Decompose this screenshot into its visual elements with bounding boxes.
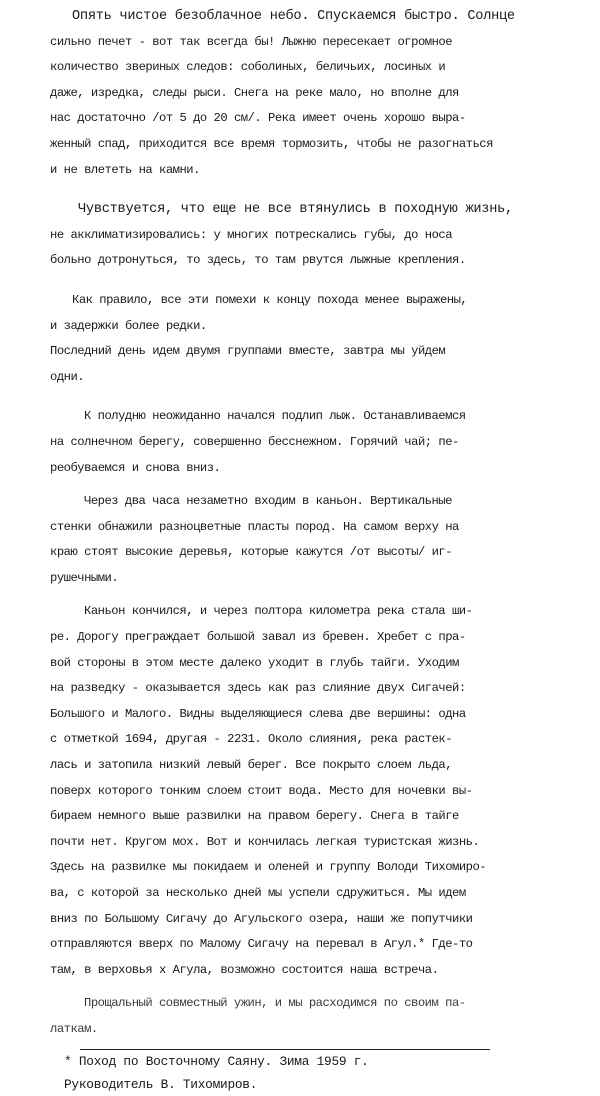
text-line: на солнечном берегу, совершенно бесснежном. Горячий чай; пе- bbox=[50, 434, 459, 449]
text-line: рушечными. bbox=[50, 570, 119, 585]
text-line: вой стороны в этом месте далеко уходит в глубь тайги. Уходим bbox=[50, 655, 459, 670]
text-line: Как правило, все эти помехи к концу похода менее выражены, bbox=[72, 292, 468, 307]
text-line: Чувствуется, что еще не все втянулись в походную жизнь, bbox=[78, 202, 513, 218]
text-line: Опять чистое безоблачное небо. Спускаемся быстро. Солнце bbox=[72, 9, 515, 24]
text-line: краю стоят высокие деревья, которые кажутся /от высоты/ иг- bbox=[50, 545, 453, 560]
paragraph-canyon bbox=[50, 489, 582, 591]
text-line: больно дотронуться, то здесь, то там рвутся лыжные крепления. bbox=[50, 253, 466, 268]
text-line: сильно печет - вот так всегда бы! Лыжню пересекает огромное bbox=[50, 34, 453, 49]
paragraph-descent bbox=[50, 4, 582, 183]
footnote bbox=[50, 1050, 582, 1096]
text-line: почти нет. Кругом мох. Вот и кончилась легкая туристская жизнь. bbox=[50, 834, 480, 849]
text-line: бираем немного выше развилки на правом берегу. Снега в тайге bbox=[50, 809, 459, 824]
text-line: на разведку - оказывается здесь как раз слияние двух Сигачей: bbox=[50, 681, 466, 696]
text-line: ва, с которой за несколько дней мы успели сдружиться. Мы идем bbox=[50, 886, 466, 900]
text-line: количество звериных следов: соболиных, беличьих, лосиных и bbox=[50, 60, 446, 75]
text-line: латкам. bbox=[50, 1021, 98, 1036]
text-line: ре. Дорогу преграждает большой завал из бревен. Хребет с пра- bbox=[50, 630, 466, 645]
text-line: стенки обнажили разноцветные пласты пород. На самом верху на bbox=[50, 519, 459, 534]
paragraph-obstacles bbox=[50, 288, 582, 390]
footnote-line: Руководитель В. Тихомиров. bbox=[64, 1076, 258, 1092]
text-line: даже, изредка, следы рыси. Снега на реке мало, но вполне для bbox=[50, 85, 459, 100]
text-line: женный спад, приходится все время тормозить, чтобы не разогнаться bbox=[50, 136, 493, 151]
paragraph-noon bbox=[50, 404, 582, 481]
text-line: там, в верховья х Агула, возможно состоится наша встреча. bbox=[50, 962, 439, 977]
text-line: Последний день идем двумя группами вместе, завтра мы уйдем bbox=[50, 344, 446, 359]
text-line: реобуваемся и снова вниз. bbox=[50, 460, 221, 475]
footnote-line: * Поход по Восточному Саяну. Зима 1959 г. bbox=[64, 1053, 369, 1069]
text-line: вниз по Большому Сигачу до Агульского озера, наши же попутчики bbox=[50, 911, 473, 926]
text-line: Прощальный совместный ужин, и мы расходимся по своим па- bbox=[84, 996, 466, 1011]
text-line: Через два часа незаметно входим в каньон. Вертикальные bbox=[84, 494, 452, 509]
text-line: и задержки более редки. bbox=[50, 318, 207, 333]
paragraph-acclimatization bbox=[50, 197, 582, 274]
text-line: не акклиматизировались: у многих потрескались губы, до носа bbox=[50, 227, 453, 242]
text-line: одни. bbox=[50, 369, 85, 384]
text-line: и не влететь на камни. bbox=[50, 162, 200, 177]
text-line: Большого и Малого. Видны выделяющиеся слева две вершины: одна bbox=[50, 706, 466, 721]
text-line: поверх которого тонким слоем стоит вода. Место для ночевки вы- bbox=[50, 783, 473, 798]
text-line: нас достаточно /от 5 до 20 см/. Река имеет очень хорошо выра- bbox=[50, 111, 466, 126]
text-line: Каньон кончился, и через полтора километра река стала ши- bbox=[84, 604, 473, 619]
paragraph-confluence bbox=[50, 599, 582, 983]
text-line: лась и затопила низкий левый берег. Все покрыто слоем льда, bbox=[50, 758, 453, 773]
text-line: с отметкой 1694, другая - 2231. Около слияния, река растек- bbox=[50, 732, 453, 747]
text-line: Здесь на развилке мы покидаем и оленей и группу Володи Тихомиро- bbox=[50, 860, 487, 875]
text-line: отправляются вверх по Малому Сигачу на перевал в Агул.* Где-то bbox=[50, 937, 473, 952]
text-line: К полудню неожиданно начался подлип лыж. Останавливаемся bbox=[84, 409, 466, 424]
paragraph-farewell bbox=[50, 991, 582, 1042]
